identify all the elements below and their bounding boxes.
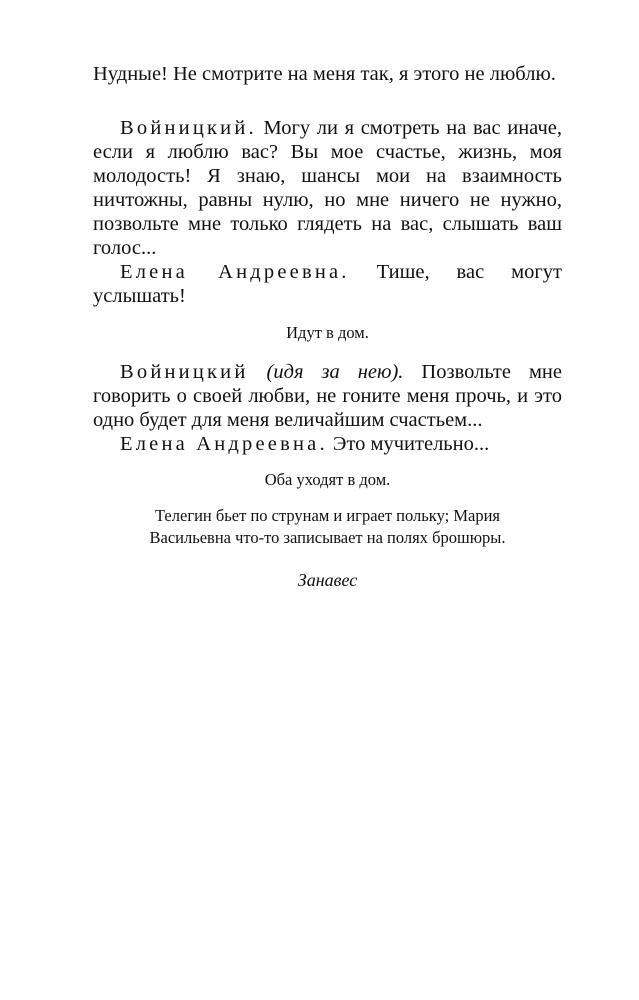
speech-text: Могу ли я смотреть на вас иначе, если я люблю вас? Вы мое счастье, жизнь, моя молодость! Я знаю, шансы мои на взаимность ничтожны, равны нулю, но мне ничего не нужно, позвольте мне только глядеть на вас, слышать ваш голос... bbox=[93, 117, 562, 259]
speaker-name: Елена Андреевна. bbox=[120, 433, 328, 455]
stage-direction-block bbox=[93, 505, 562, 549]
speech-text: Тише, вас могут услышать! bbox=[93, 261, 562, 307]
stage-direction: Оба уходят в дом. bbox=[264, 470, 391, 489]
text-paragraph-3 bbox=[93, 260, 562, 308]
page-body bbox=[93, 62, 562, 591]
text-paragraph-4 bbox=[93, 360, 562, 432]
speaker-name: Войницкий bbox=[120, 361, 249, 383]
speaker-name: Елена Андреевна. bbox=[120, 261, 350, 283]
text-paragraph-2 bbox=[93, 116, 562, 260]
text-paragraph-5 bbox=[93, 432, 562, 456]
speech-text: Это мучительно... bbox=[327, 433, 490, 455]
stage-remark: (идя за нею). bbox=[266, 361, 404, 383]
curtain-label: Занавес bbox=[297, 570, 358, 590]
speaker-name: Войницкий. bbox=[120, 117, 257, 139]
stage-direction-line: Телегин бьет по струнам и играет польку; Мария bbox=[154, 506, 500, 525]
text-paragraph-1: Нудные! Не смотрите на меня так, я этого не люблю. bbox=[93, 63, 556, 85]
speech-text: Позвольте мне говорить о своей любви, не гоните меня прочь, и это одно будет для меня величайшим счастьем... bbox=[93, 361, 562, 431]
stage-direction-line: Васильевна что-то записывает на полях брошюры. bbox=[149, 528, 506, 547]
stage-direction: Идут в дом. bbox=[286, 323, 369, 342]
